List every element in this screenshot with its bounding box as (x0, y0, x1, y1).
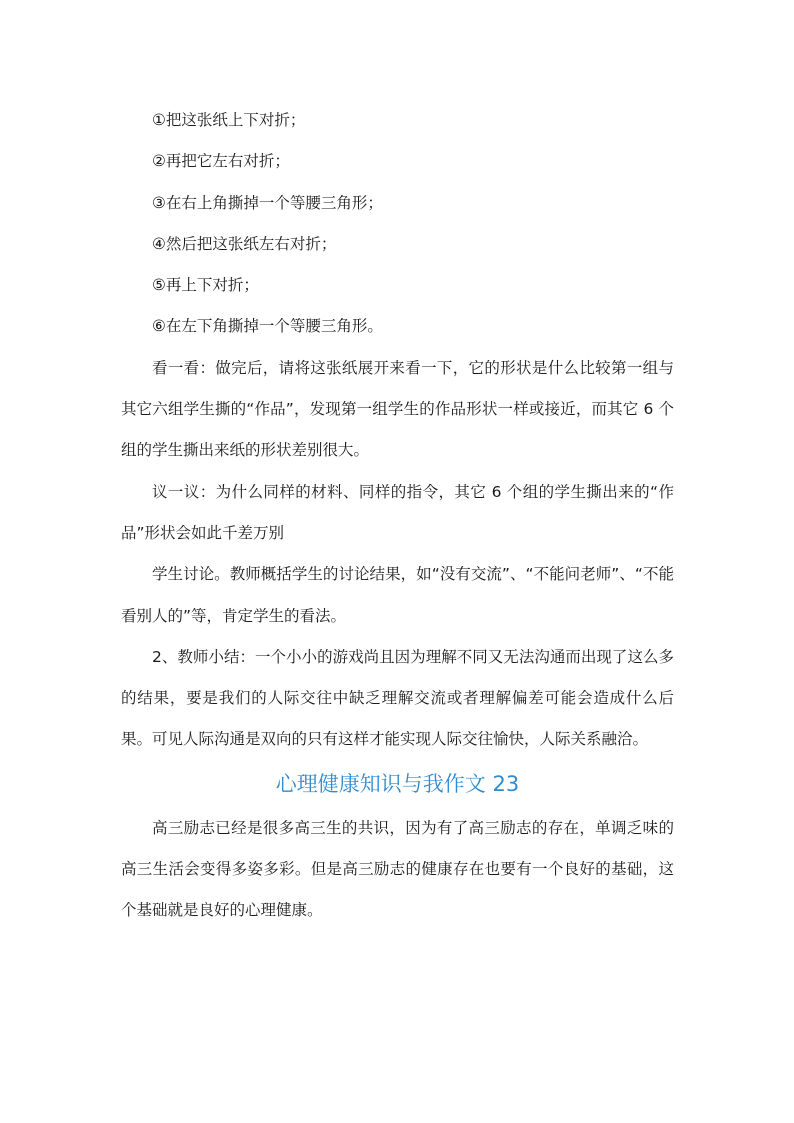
step-3: ③在右上角撕掉一个等腰三角形； (152, 193, 383, 212)
step-2: ②再把它左右对折； (152, 152, 290, 171)
step-1: ①把这张纸上下对折； (152, 111, 306, 129)
step-4: ④然后把这张纸左右对折； (152, 234, 337, 253)
paragraph-teacher-summary: 2、教师小结：一个小小的游戏尚且因为理解不同又无法沟通而出现了这么多的结果，要是我们的人际交往中缺乏理解交流或者理解偏差可能会造成什么后果。可见人际沟通是双向的只有这样才能实现人际交往愉快，人际关系融洽。 (121, 647, 674, 749)
paragraph-student-discussion: 学生讨论。教师概括学生的讨论结果，如“没有交流”、“不能问老师”、“不能看别人的”等，肯定学生的看法。 (121, 565, 674, 625)
document-body (121, 100, 674, 932)
step-5: ⑤再上下对折； (152, 276, 259, 295)
paragraph-look: 看一看：做完后，请将这张纸展开来看一下，它的形状是什么比较第一组与其它六组学生撕的“作品”，发现第一组学生的作品形状一样或接近，而其它 6 个组的学生撕出来纸的形状差别很大。 (121, 358, 674, 460)
paragraph-section-intro: 高三励志已经是很多高三生的共识，因为有了高三励志的存在，单调乏味的高三生活会变得多姿多彩。但是高三励志的健康存在也要有一个良好的基础，这个基础就是良好的心理健康。 (121, 818, 674, 920)
step-6: ⑥在左下角撕掉一个等腰三角形。 (152, 317, 383, 336)
paragraph-discuss: 议一议：为什么同样的材料、同样的指令，其它 6 个组的学生撕出来的“作品”形状会如此千差万别 (121, 482, 674, 542)
section-title: 心理健康知识与我作文 23 (275, 771, 520, 796)
